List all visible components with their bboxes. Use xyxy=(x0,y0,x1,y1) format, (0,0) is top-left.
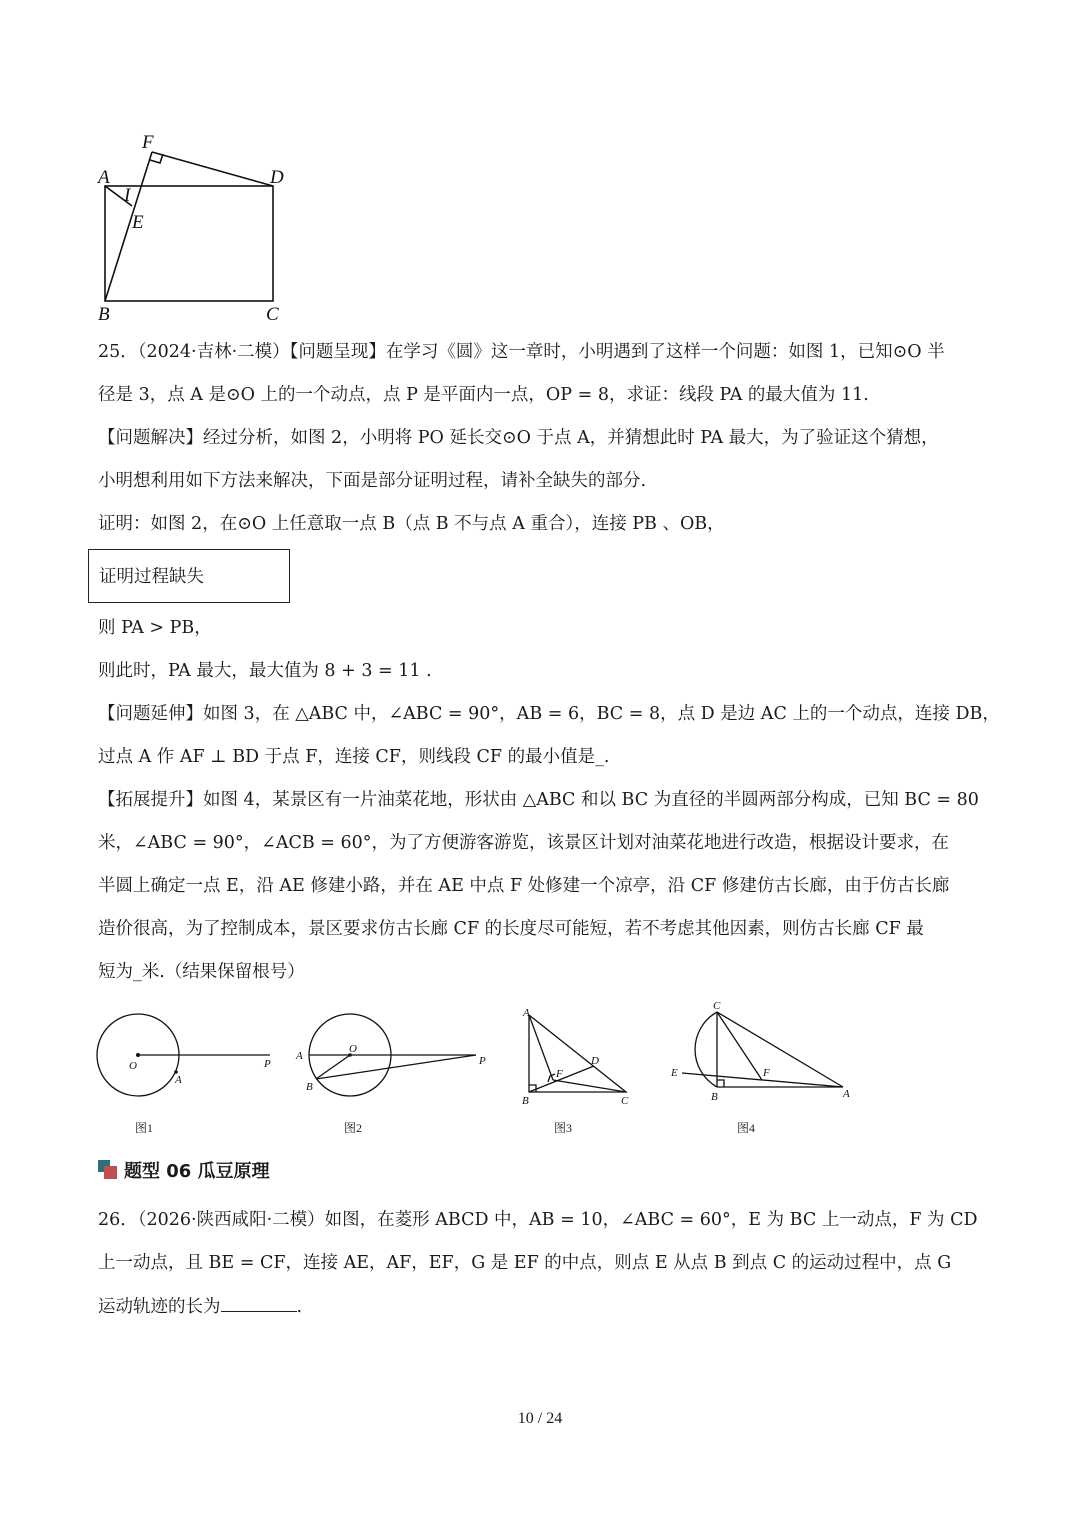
q25-line-5: 证明：如图 2，在⊙O 上任意取一点 B（点 B 不与点 A 重合），连接 PB 、OB， xyxy=(98,514,725,534)
figure-1-caption: 图1 xyxy=(135,1121,154,1135)
figure-3 xyxy=(515,1003,640,1108)
fig3-label-B: B xyxy=(522,1095,529,1107)
label-A: A xyxy=(98,167,110,188)
missing-proof-box: 证明过程缺失 xyxy=(88,549,290,603)
q26-line-3-text: 运动轨迹的长为 xyxy=(98,1297,221,1317)
label-I: I xyxy=(124,185,131,206)
fig1-label-P: P xyxy=(264,1058,271,1070)
fig2-label-O: O xyxy=(349,1043,357,1055)
answer-blank xyxy=(221,1293,297,1312)
fig2-label-P: P xyxy=(479,1055,486,1067)
fig4-label-F: F xyxy=(763,1067,770,1079)
q25-line-13: 造价很高，为了控制成本，景区要求仿古长廊 CF 的长度尽可能短，若不考虑其他因素，则仿古长廊 CF 最 xyxy=(98,919,924,939)
q25-line-9: 过点 A 作 AF ⊥ BD 于点 F，连接 CF，则线段 CF 的最小值是_. xyxy=(98,747,610,767)
section-marker-icon xyxy=(98,1160,118,1180)
fig1-label-O: O xyxy=(129,1060,137,1072)
figure-4 xyxy=(665,998,860,1108)
rectangle-figure xyxy=(90,128,310,328)
q25-line-7: 则此时，PA 最大，最大值为 8 + 3 = 11 . xyxy=(98,661,432,681)
fig4-label-E: E xyxy=(671,1067,678,1079)
fig4-label-B: B xyxy=(711,1091,718,1103)
section-heading xyxy=(98,1155,270,1185)
q26-line-2: 上一动点，且 BE = CF，连接 AE，AF，EF，G 是 EF 的中点，则点 E 从点 B 到点 C 的运动过程中，点 G xyxy=(98,1253,952,1273)
fig3-label-D: D xyxy=(591,1055,599,1067)
label-F: F xyxy=(142,132,154,153)
figure-3-caption: 图3 xyxy=(554,1121,573,1135)
q25-line-2: 径是 3，点 A 是⊙O 上的一个动点，点 P 是平面内一点，OP = 8，求证：线段 PA 的最大值为 11. xyxy=(98,385,869,405)
label-C: C xyxy=(266,304,279,325)
figure-2 xyxy=(292,1012,497,1107)
figure-1 xyxy=(92,1012,292,1107)
q25-line-3: 【问题解决】经过分析，如图 2，小明将 PO 延长交⊙O 于点 A，并猜想此时 PA 最大，为了验证这个猜想， xyxy=(98,428,939,448)
fig4-label-C: C xyxy=(713,1000,721,1012)
q26-line-1: 26．（2026·陕西咸阳·二模）如图，在菱形 ABCD 中，AB = 10，∠ABC = 60°，E 为 BC 上一动点，F 为 CD xyxy=(98,1210,978,1230)
label-E: E xyxy=(132,212,144,233)
q25-line-1: 25．（2024·吉林·二模）【问题呈现】在学习《圆》这一章时，小明遇到了这样一个问题：如图 1，已知⊙O 半 xyxy=(98,342,945,362)
q25-line-10: 【拓展提升】如图 4，某景区有一片油菜花地，形状由 △ABC 和以 BC 为直径的半圆两部分构成，已知 BC = 80 xyxy=(98,790,979,810)
fig2-label-B: B xyxy=(306,1081,313,1093)
q25-line-4: 小明想利用如下方法来解决，下面是部分证明过程，请补全缺失的部分. xyxy=(98,471,647,491)
figure-4-caption: 图4 xyxy=(737,1121,756,1135)
label-B: B xyxy=(98,304,110,325)
q25-line-6: 则 PA > PB， xyxy=(98,618,212,638)
fig1-label-A: A xyxy=(175,1074,182,1086)
page-number: 10 / 24 xyxy=(517,1410,563,1427)
fig3-label-C: C xyxy=(621,1095,629,1107)
section-title-text: 题型 06 瓜豆原理 xyxy=(124,1161,270,1182)
q25-line-12: 半圆上确定一点 E，沿 AE 修建小路，并在 AE 中点 F 处修建一个凉亭，沿 CF 修建仿古长廊，由于仿古长廊 xyxy=(98,876,950,896)
q25-line-8: 【问题延伸】如图 3，在 △ABC 中，∠ABC = 90°，AB = 6，BC = 8，点 D 是边 AC 上的一个动点，连接 DB， xyxy=(98,704,1000,724)
label-D: D xyxy=(270,167,284,188)
fig3-label-F: F xyxy=(556,1068,563,1080)
fig2-label-A: A xyxy=(296,1050,303,1062)
q25-line-11: 米，∠ABC = 90°，∠ACB = 60°，为了方便游客游览，该景区计划对油菜花地进行改造，根据设计要求，在 xyxy=(98,833,950,853)
figure-2-caption: 图2 xyxy=(344,1121,363,1135)
q25-line-14: 短为_米.（结果保留根号） xyxy=(98,962,305,982)
q26-line-3: 运动轨迹的长为 . xyxy=(98,1293,984,1320)
fig4-label-A: A xyxy=(843,1088,850,1100)
fig3-label-A: A xyxy=(523,1007,530,1019)
